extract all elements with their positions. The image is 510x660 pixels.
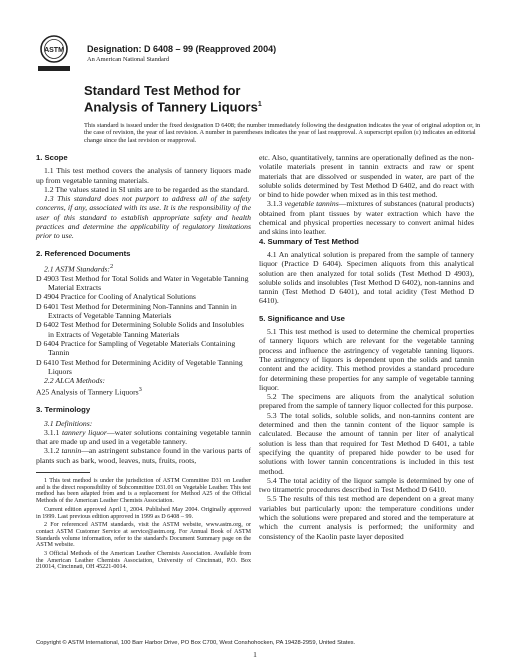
left-column [36, 153, 251, 473]
designation-note: An American National Standard [87, 56, 170, 63]
definition-vegetable-tannins: 3.1.3 vegetable tannins—mixtures of substances (natural products) obtained from plant tissues by water extraction which have the chemical and physical properties necessary to convert animal hides and skins into leather. [259, 199, 475, 237]
scope-p2: 1.2 The values stated in SI units are to be regarded as the standard. [44, 184, 250, 194]
ref-d6402: D 6402 Test Method for Determining Soluble Solids and Insolubles in Extracts of Vegetable Tanning Materials [36, 320, 244, 339]
scope-p1: 1.1 This test method covers the analysis of tannery liquors made up from vegetable tanning materials. [36, 166, 251, 185]
terminology-p1: 3.1 Definitions: [44, 418, 93, 428]
page-number: 1 [253, 650, 257, 659]
references-heading: 2. Referenced Documents [36, 248, 131, 258]
significance-p4: 5.4 The total acidity of the liquor sample is determined by one of two titrametric procedures described in Test Method D 6410. [259, 475, 474, 495]
section-scope [36, 153, 251, 241]
scope-p3: 1.3 This standard does not purport to address all of the safety concerns, if any, associated with its use. It is the responsibility of the user of this standard to establish appropriate safety and health practices and determine the applicability of regulatory limitations prior to use. [36, 194, 251, 241]
significance-p2: 5.2 The specimens are aliquots from the analytical solution prepared from the sample of tannery liquor collected for this purpose. [259, 392, 474, 411]
ref-d6404: D 6404 Practice for Sampling of Vegetable Materials Containing Tannin [36, 338, 236, 358]
astm-logo [36, 34, 72, 76]
astm-standards-label: 2.1 ASTM Standards:$^2$ [44, 262, 114, 274]
significance-p1: 5.1 This test method is used to determine the chemical properties of tannery liquors which are relevant for the vegetable tanning process and influence the astringency of vegetable tanning liquors. The astringency of liquors is dependent upon the solids and tannin content and the acidity. This method provides a standard procedure for determining these properties for any sample of vegetable tanning liquor. [259, 327, 474, 392]
footnote-1: 1 This test method is under the jurisdiction of ASTM Committee D31 on Leather and is the direct responsibility of Subcommittee D31.01 on Vegetable Leather. This test method has been adapted from and is a replacement for Method A25 of the Official Methods of the American Leather Chemists Association. [36, 478, 251, 505]
significance-heading: 5. Significance and Use [259, 313, 345, 323]
footnote-2: 2 For referenced ASTM standards, visit the ASTM website, www.astm.org, or contact ASTM Customer Service at service@astm.org. For Annual Book of ASTM Standards volume information, refer to the standard's Document Summary page on the ASTM website. [36, 522, 251, 549]
ref-d4903: D 4903 Test Method for Total Solids and Water in Vegetable Tanning Material Extracts [36, 273, 249, 293]
title-footnote-ref: 1 [257, 101, 262, 108]
ref-d6410: D 6410 Test Method for Determining Acidity of Vegetable Tanning Liquors [36, 357, 243, 376]
terminology-heading: 3. Terminology [36, 405, 91, 415]
svg-text:ASTM: ASTM [44, 47, 64, 54]
terminology-p2: 3.1.1 tannery liquor—water solutions containing vegetable tannin that are made up and used in a vegetable tannery. [36, 427, 252, 447]
ref-d4904: D 4904 Practice for Cooling of Analytical Solutions [36, 292, 196, 302]
document-title [84, 84, 484, 114]
footnote-1-edition: Current edition approved April 1, 2004. Published May 2004. Originally approved in 1999. Last previous edition approved in 1999 as D 6408 – 99. [36, 506, 251, 520]
section-summary [259, 237, 474, 306]
summary-heading: 4. Summary of Test Method [259, 236, 359, 246]
issue-note: This standard is issued under the fixed designation D 6408; the number immediately following the designation indicates the year of original adoption or, in the case of revision, the year of last revision. A number in parentheses indicates the year of last reapproval. A superscript epsilon (ε) indicates an editorial change since the last revision or reapproval. [84, 122, 481, 144]
significance-p5: 5.5 The results of this test method are dependent on a great many variables but particularly upon: the temperature conditions under which the solutions were prepared and stored and the temperature at which the current analysis is performed; the uniformity and consistency of the Kaolin paste layer deposited [259, 494, 474, 541]
title-line-2: Analysis of Tannery Liquors [84, 99, 258, 115]
section-terminology [36, 405, 251, 465]
designation: Designation: D 6408 – 99 (Reapproved 2004) [87, 44, 277, 54]
scope-heading: 1. Scope [36, 153, 68, 162]
definition-continuation: etc. Also, quantitatively, tannins are operationally defined as the non-volatile materials present in tannin extracts and raw or spent materials that are dissolved or suspended in water, are part of the soluble solids determined by Test Method D 6402, and do react with or bind to hide powder when mixed as in this test method. [259, 153, 474, 200]
ref-d6401: D 6401 Test Method for Determining Non-Tannins and Tannin in Extracts of Vegetable Tanning Materials [36, 301, 237, 321]
footnotes [36, 478, 251, 573]
footnote-rule [36, 472, 90, 473]
ref-a25: A25 Analysis of Tannery Liquors$^3$ [36, 386, 142, 397]
copyright-footer: Copyright © ASTM International, 100 Barr Harbor Drive, PO Box C700, West Conshohocken, PA 19428-2959, United States. [36, 640, 356, 646]
alca-methods-label: 2.2 ALCA Methods: [44, 376, 106, 386]
right-column [259, 153, 474, 549]
title-line-1: Standard Test Method for [84, 83, 241, 98]
summary-p1: 4.1 An analytical solution is prepared from the sample of tannery liquor (Practice D 6404). Specimen aliquots from this analytical solution are then analyzed for total solids (Test Method D 4903), soluble solids and insolubles (Test Method D 6402), non-tannins and tannin (Test Method D 6401), and total acidity (Test Method D 6410). [259, 249, 474, 306]
section-references [36, 249, 251, 398]
terminology-p3: 3.1.2 tannin—an astringent substance found in the various parts of plants such as bark, wood, leaves, nuts, fruits, roots, [36, 446, 251, 465]
significance-p3: 5.3 The total solids, soluble solids, and non-tannins content are determined and then the tannin content of the liquor sample is calculated. Because the amount of tannin per liter of analytical solution is less than that required for Test Method D 6401, a table specifying the quantity of prepared hide powder to be used for solutions with lower tannin concentrations is included in this test method. [259, 410, 474, 476]
section-significance [259, 314, 474, 541]
footnote-3: 3 Official Methods of the American Leather Chemists Association. Available from the American Leather Chemists Association, University of Cincinnati, P.O. Box 210014, Cincinnati, OH 45221-0014. [36, 551, 251, 571]
